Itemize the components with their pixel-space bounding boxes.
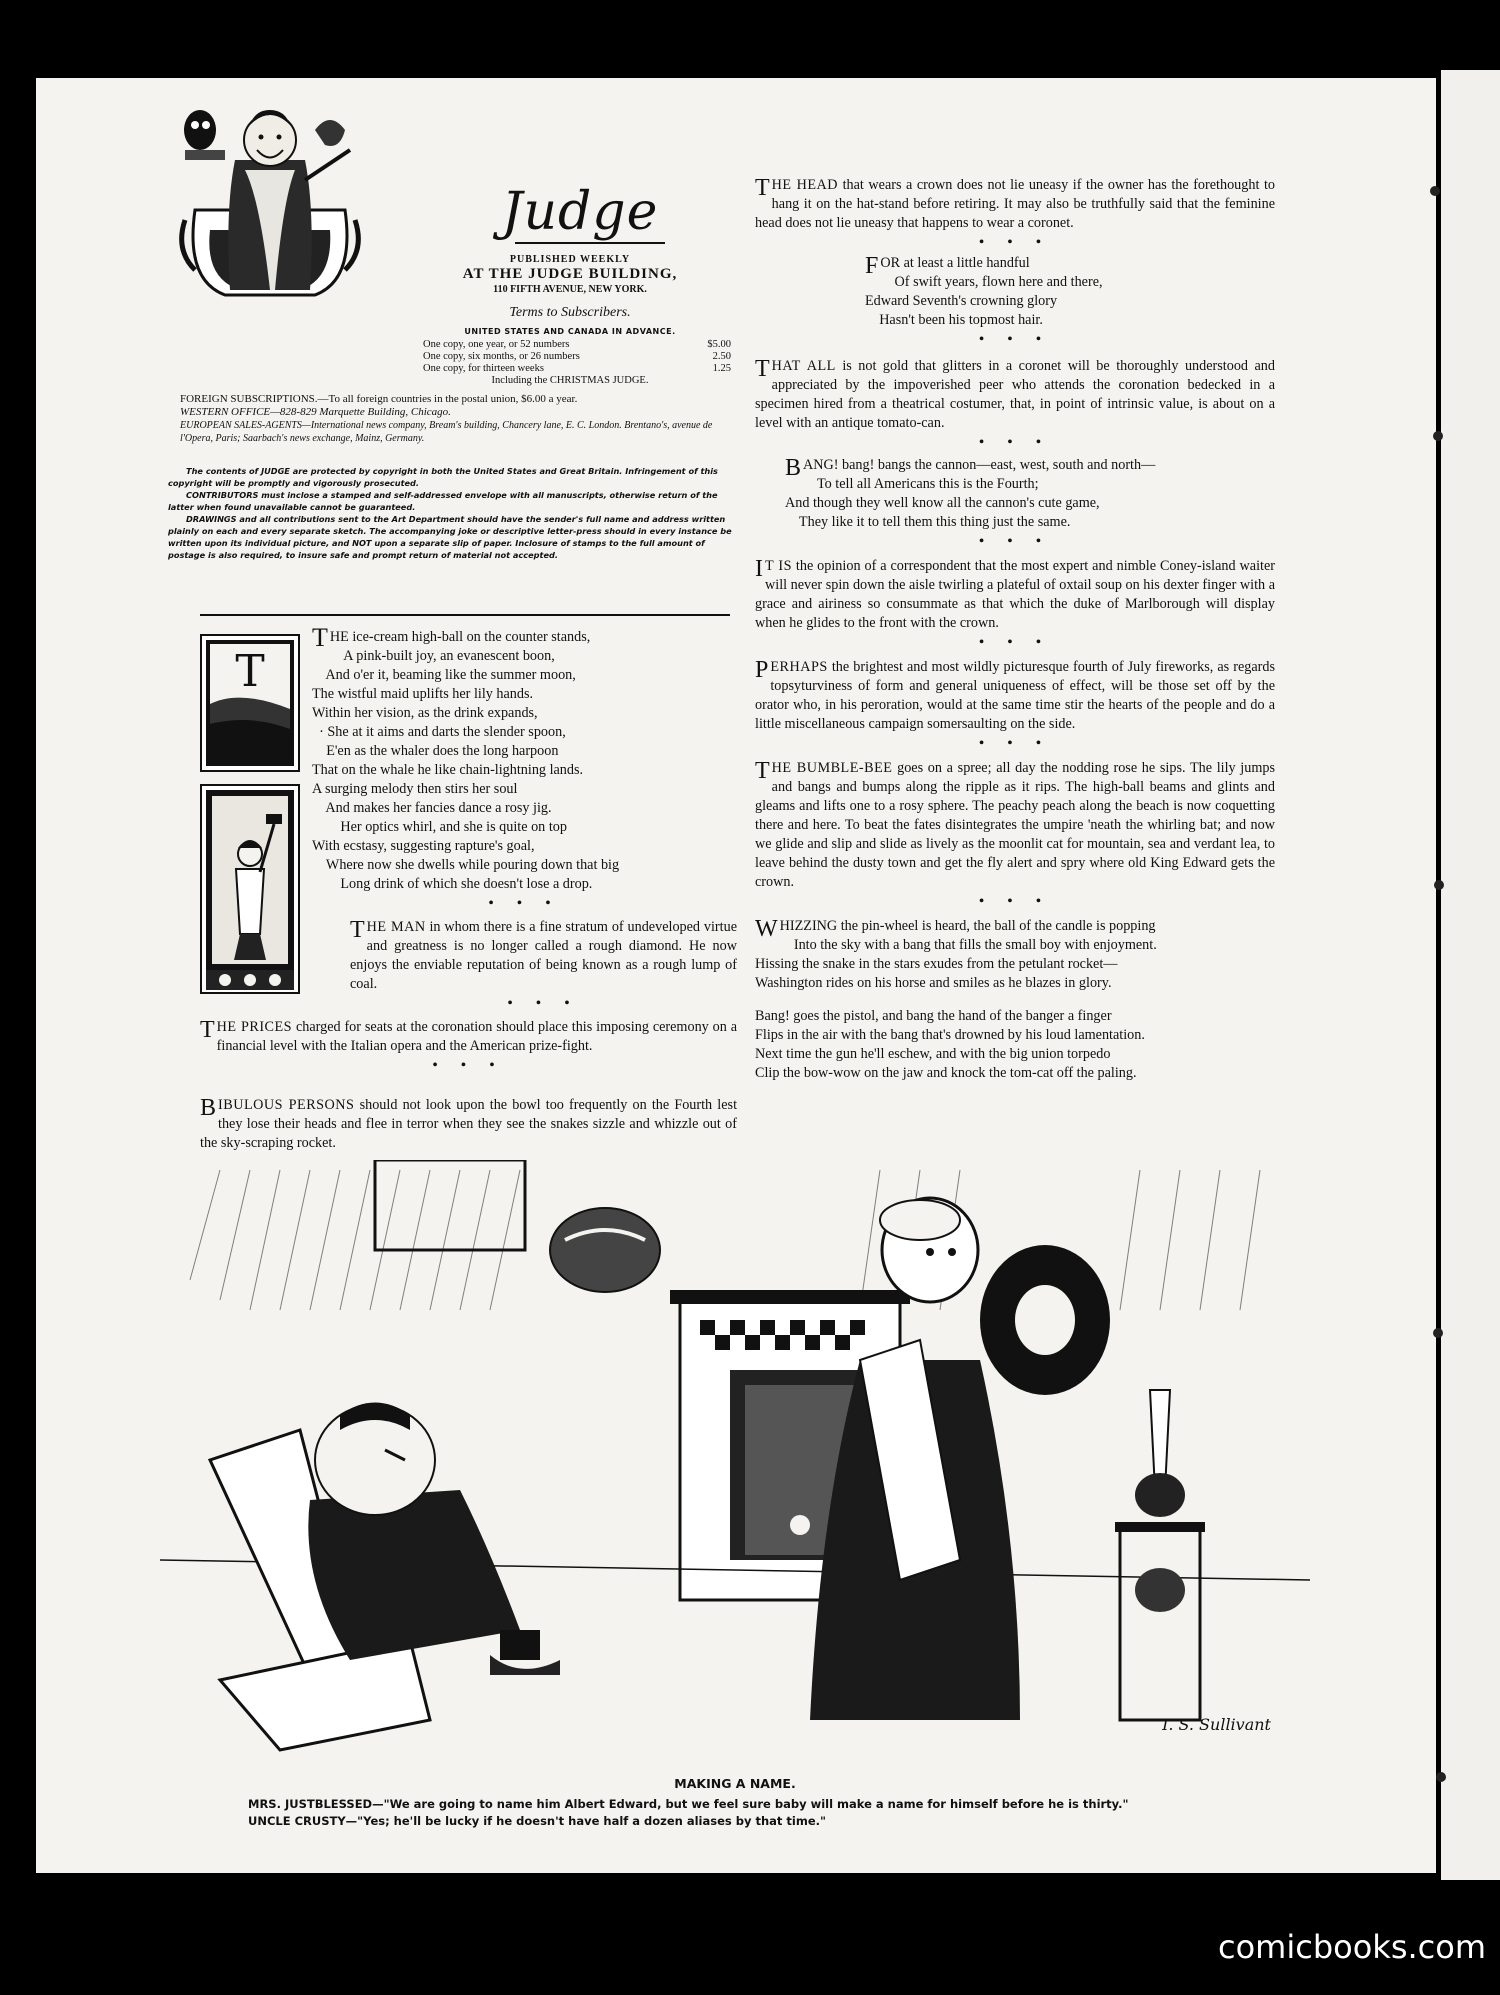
next-page-edge: [1441, 70, 1500, 1880]
rate-row: One copy, for thirteen weeks 1.25: [423, 363, 731, 374]
decorative-landscape-vignette: [200, 634, 300, 772]
item-that-all: THAT ALL is not gold that glitters in a coronet will be thoroughly understood and appreciated by the impoverished peer who attends the coronation bedecked in a specimen hired from a theatrical costumer, that, in point of intrinsic value, is about on a level with an antique tomato-can.: [755, 356, 1275, 431]
separator-dots: • • •: [979, 635, 1051, 650]
separator-dots: • • •: [507, 996, 580, 1011]
artist-signature: T. S. Sullivant: [1160, 1715, 1271, 1734]
cartoon-title: MAKING A NAME.: [674, 1776, 796, 1791]
masthead-rule: [515, 242, 665, 244]
poem-whizzing: WHIZZING the pin-wheel is heard, the ball of the candle is popping Into the sky with a bang that fills the small boy with enjoyment. Hissing the snake in the stars exudes from the petulant rocket— Washington rides on his horse and smiles as he blazes in glory.: [755, 916, 1157, 991]
svg-text:T: T: [235, 646, 265, 697]
separator-dots: • • •: [979, 534, 1051, 549]
rate-row: One copy, one year, or 52 numbers $5.00: [423, 339, 731, 350]
right-column: [755, 176, 1275, 1083]
item-perhaps: PERHAPS the brightest and most wildly picturesque fourth of July fireworks, as regards topsyturviness of form and general uniqueness of effect, will be those set off by the orator who, in his peroration, would at the same time stir the hearts of the people and do a little miscellaneous campaign somersaulting on the side.: [755, 657, 1275, 732]
including-note: Including the CHRISTMAS JUDGE.: [491, 375, 649, 386]
separator-dots: • • •: [488, 896, 561, 911]
masthead: [165, 90, 735, 386]
judge-figure-illustration: [165, 90, 375, 305]
masthead-info: [405, 252, 735, 387]
separator-dots: • • •: [432, 1058, 505, 1073]
separator-dots: • • •: [979, 736, 1051, 751]
separator-dots: • • •: [979, 235, 1051, 250]
copyright-notice: The contents of JUDGE are protected by copyright in both the United States and Great Britain. Infringement of this copyright will be promptly and vigorously prosecuted. CONTRIBUTORS must inclose a stamped and self-addressed envelope with all manuscripts, otherwise return of the latter when found unavailable cannot be guaranteed. DRAWINGS and all contributions sent to the Art Department should have the sender's full name and address written plainly on each and every separate sketch. The accompanying joke or descriptive letter-press should in every instance be written upon its individual picture, and NOT upon a separate slip of paper. Inclosure of stamps to the full amount of postage is also required, to insure safe and prompt return of material not accepted.: [168, 466, 732, 560]
item-the-man: THE MAN in whom there is a fine stratum of undeveloped virtue and greatness is no longer called a rough diamond. He now enjoys the enviable reputation of being known as a rough lump of coal. • • •: [350, 917, 737, 1011]
item-bumble-bee: THE BUMBLE-BEE goes on a spree; all day the nodding rose he sips. The lily jumps and bangs and bumps along the ripple as it rips. The high-ball beams and glints and gleams and lifts one to a rosy sphere. The peachy peach along the beach is now coquetting there and here. To beat the fates disintegrates the umpire 'neath the whirling bat; and now we glide and slip and slide as lively as the moonlit cat for mountain, sea and verdant lea, to leave behind the dusty town and get the fly alert and spry where old King Edward gets the crown.: [755, 758, 1275, 890]
separator-dots: • • •: [979, 894, 1051, 909]
masthead-title: Judge: [501, 182, 659, 242]
item-the-head: THE HEAD that wears a crown does not lie uneasy if the owner has the forethought to hang it on the hat-stand before retiring. It may also be truthfully said that the feminine head does not lie uneasy that happens to wear a coronet.: [755, 175, 1275, 231]
cartoon-caption-line-1: MRS. JUSTBLESSED—"We are going to name him Albert Edward, but we feel sure baby will make a name for himself before he is thirty.": [248, 1797, 1129, 1811]
foreign-subscriptions: FOREIGN SUBSCRIPTIONS.—To all foreign countries in the postal union, $6.00 a year. WESTERN OFFICE—828-829 Marquette Building, Chicago. EUROPEAN SALES-AGENTS—International news company, Bream's building, Chancery lane, E. C. London. Brentano's, avenue de l'Opera, Paris; Saarbach's news exchange, Mainz, Germany.: [180, 393, 713, 444]
poem-bang-pistol: Bang! goes the pistol, and bang the hand of the banger a finger Flips in the air with the bang that's drowned by his loud lamentation. Next time the gun he'll eschew, and with the big union torpedo Clip the bow-wow on the jaw and knock the tom-cat off the paling.: [755, 1008, 1145, 1081]
cartoon-caption-line-2: UNCLE CRUSTY—"Yes; he'll be lucky if he doesn't have half a dozen aliases by that time.": [248, 1814, 827, 1828]
building-address: 110 FIFTH AVENUE, NEW YORK.: [493, 284, 647, 295]
rate-row: One copy, six months, or 26 numbers 2.50: [423, 351, 731, 362]
us-canada-heading: UNITED STATES AND CANADA IN ADVANCE.: [464, 327, 676, 336]
separator-dots: • • •: [979, 435, 1051, 450]
separator-dots: • • •: [979, 332, 1051, 347]
poem-for-at-least: FOR at least a little handful Of swift years, flown here and there, Edward Seventh's crowning glory Hasn't been his topmost hair.: [865, 253, 1103, 328]
item-it-is: I T IS the opinion of a correspondent that the most expert and nimble Coney-island waiter will never spin down the aisle twirling a plateful of oxtail soup on his dexter finger with a grace and airiness so consummate as that which the duke of Marlborough will display when he glides to the front with the crown.: [755, 556, 1275, 631]
poem-bang: BANG! bang! bangs the cannon—east, west, south and north— To tell all Americans this is the Fourth; And though they well know all the cannon's cute game, They like it to tell them this thing just the same.: [785, 455, 1156, 530]
published-weekly: PUBLISHED WEEKLY: [509, 254, 631, 265]
terms-heading: Terms to Subscribers.: [509, 305, 631, 320]
ice-cream-poem: T HE ice-cream high-ball on the counter stands, A pink-built joy, an evanescent boon, And o'er it, beaming like the summer moon, The wistful maid uplifts her lily hands. Within her vision, as the drink expands, · She at it aims and darts the slender spoon, E'en as the whaler does the long harpoon That on the whale he like chain-lightning lands. A surging melody then stirs her soul And makes her fancies dance a rosy jig. Her optics whirl, and she is quite on top With ecstasy, suggesting rapture's goal, Where now she dwells while pouring down that big Long drink of which she doesn't lose a drop. • • •: [312, 628, 737, 913]
item-the-prices: THE PRICES charged for seats at the coronation should place this imposing ceremony on a financial level with the Italian opera and the American prize-fight. • • •: [200, 1017, 737, 1073]
section-rule: [200, 614, 730, 616]
watermark: comicbooks.com: [1218, 1928, 1487, 1966]
building-name: AT THE JUDGE BUILDING,: [462, 266, 678, 282]
girl-with-hammer-vignette: [200, 784, 300, 994]
item-bibulous-persons: BIBULOUS PERSONS should not look upon the bowl too frequently on the Fourth lest they lose their heads and flee in terror when they see the snakes sizzle and whizzle out of the sky-scraping rocket.: [200, 1095, 738, 1151]
making-a-name-cartoon: [160, 1160, 1310, 1765]
